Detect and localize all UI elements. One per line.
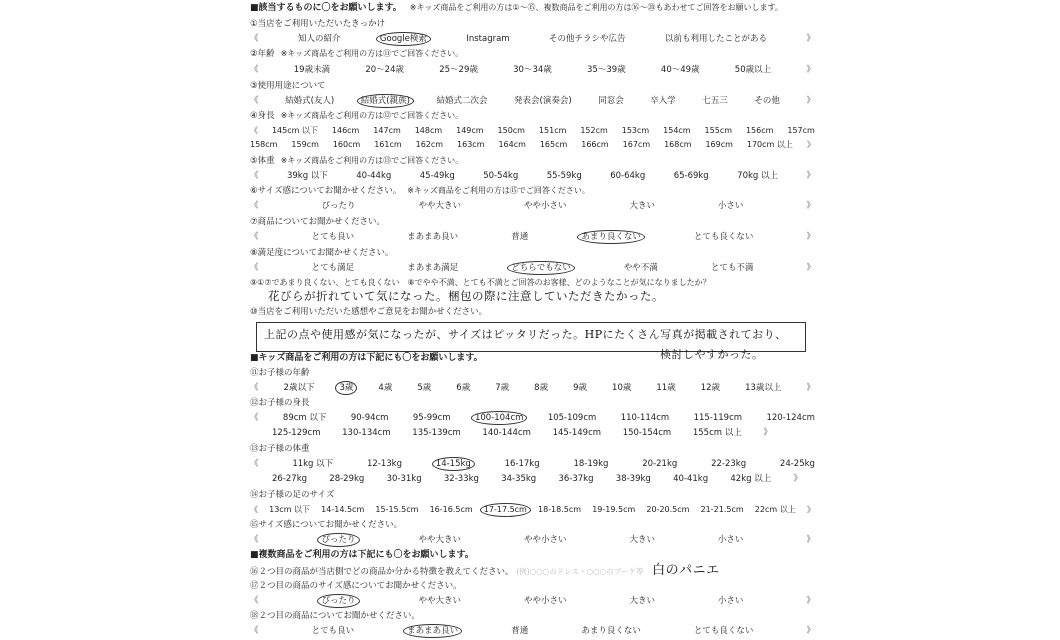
bracket-close: 》 [806,201,815,211]
q4-option[interactable]: 151cm [538,126,567,135]
q5-option[interactable]: 50-54kg [483,171,519,181]
q12-label: ⑫お子様の身長 [250,398,310,408]
q12-option[interactable]: 95-99cm [412,413,451,423]
q12-option[interactable]: 90-94cm [350,413,389,423]
q15-option[interactable]: やや大きい [418,535,461,545]
q2-option[interactable]: 35～39歳 [587,65,626,75]
q14-option[interactable]: 20-20.5cm [646,505,690,514]
q4-option[interactable]: 170cm 以上 [746,140,793,149]
q4-options-row1 [250,125,815,137]
q14-option[interactable]: 13cm 以下 [269,505,311,514]
bracket-close: 》 [806,96,815,106]
q17-option[interactable]: 大きい [629,596,655,606]
q4-options-row2 [250,139,815,151]
q12-options-row1 [250,412,815,424]
q4-option[interactable]: 158cm [250,140,278,149]
q13-option[interactable]: 20-21kg [642,459,678,469]
q13-option[interactable]: 42kg 以上 [730,474,772,484]
section-3-title: ■複数商品をご利用の方は下記にも〇をお願いします。 [250,550,474,560]
q11-option-circled[interactable]: 3歳 [335,381,357,395]
q4-option[interactable]: 160cm [332,140,361,149]
q14-option[interactable]: 16-16.5cm [429,505,473,514]
q12-option[interactable]: 89cm 以下 [282,413,327,423]
q13-option[interactable]: 34-35kg [501,474,537,484]
q4-option[interactable]: 164cm [498,140,526,149]
q12-options-row2 [272,427,772,439]
q1-option[interactable]: Instagram [466,34,510,44]
q17-option[interactable]: やや大きい [418,596,461,606]
q3-option[interactable]: 結婚式(友人) [285,96,335,106]
q16-row [250,565,720,578]
q15-option-circled[interactable]: ぴったり [317,533,359,547]
q4-option[interactable]: 167cm [622,140,651,149]
bracket-open: 《 [250,459,259,469]
q14-option[interactable]: 21-21.5cm [700,505,744,514]
q5-option[interactable]: 40-44kg [356,171,392,181]
q3-option[interactable]: 卒入学 [650,96,676,106]
q15-options [250,534,815,546]
q11-label: ⑪お子様の年齢 [250,368,310,378]
q1-option[interactable]: その他チラシや広告 [549,34,626,44]
q5-option[interactable]: 60-64kg [610,171,646,181]
q4-option[interactable]: 148cm [414,126,443,135]
q3-option[interactable]: 発表会(演奏会) [514,96,572,106]
q13-option[interactable]: 32-33kg [443,474,479,484]
bracket-close: 》 [806,626,815,636]
bracket-close: 》 [806,232,815,242]
q4-option[interactable]: 166cm [581,140,609,149]
q13-option[interactable]: 22-23kg [711,459,747,469]
q4-option[interactable]: 159cm [291,140,319,149]
q5-option[interactable]: 39kg 以下 [286,171,328,181]
q4-option[interactable]: 155cm [704,126,733,135]
q13-option[interactable]: 36-37kg [558,474,594,484]
q8-option[interactable]: とても不満 [710,263,754,273]
bracket-open: 《 [250,626,259,636]
q8-options [250,262,815,274]
bracket-open: 《 [250,413,259,423]
q13-option[interactable]: 28-29kg [329,474,365,484]
q12-option-circled[interactable]: 100-104cm [471,411,527,425]
q5-option[interactable]: 65-69kg [673,171,709,181]
q15-label: ⑮サイズ感についてお聞かせください。 [250,520,403,530]
q15-option[interactable]: 小さい [717,535,744,545]
q17-label: ⑰２つ目の商品のサイズ感についてお聞かせください。 [250,581,462,591]
bracket-close: 》 [806,505,815,514]
q4-option[interactable]: 145cm 以下 [271,126,318,135]
q18-label: ⑱２つ目の商品についてお聞かせください。 [250,611,420,621]
q2-option[interactable]: 40～49歳 [660,65,700,75]
q11-options [250,382,815,394]
q11-option[interactable]: 7歳 [495,383,510,393]
q1-options [250,33,815,45]
q5-option[interactable]: 55-59kg [546,171,582,181]
q14-option[interactable]: 15-15.5cm [375,505,419,514]
q4-note: ※キッズ商品をご利用の方は⑫でご回答ください。 [280,111,464,120]
q7-option-circled[interactable]: あまり良くない [577,230,645,244]
bracket-close: 》 [806,65,815,75]
q7-label: ⑦商品についてお聞かせください。 [250,217,385,227]
q18-options [250,625,815,637]
q3-option-circled[interactable]: 結婚式(親族) [357,94,414,108]
bracket-open: 《 [250,232,259,242]
q11-option[interactable]: 9歳 [573,383,588,393]
q4-option[interactable]: 163cm [457,140,485,149]
q14-option[interactable]: 19-19.5cm [592,505,636,514]
q2-note: ※キッズ商品をご利用の方は⑪でご回答ください。 [280,49,464,58]
q12-option[interactable]: 150-154cm [622,428,672,438]
q5-option[interactable]: 45-49kg [419,171,455,181]
q13-option[interactable]: 11kg 以下 [292,459,334,469]
bracket-open: 《 [250,505,258,514]
q2-option[interactable]: 50歳以上 [734,65,772,75]
q4-option[interactable]: 150cm [497,126,525,135]
q12-option[interactable]: 120-124cm [766,413,815,423]
q6-note: ※キッズ商品をご利用の方は⑮でご回答ください。 [407,186,590,195]
q7-option[interactable]: まあまあ良い [407,232,459,242]
q11-option[interactable]: 4歳 [378,383,393,393]
q13-option[interactable]: 16-17kg [504,459,540,469]
q1-option-circled[interactable]: Google検索 [376,32,431,46]
q5-option[interactable]: 70kg 以上 [737,171,779,181]
q8-label: ⑧満足度についてお聞かせください。 [250,248,394,258]
q11-option[interactable]: 13歳以上 [745,383,782,393]
q13-option[interactable]: 24-25kg [779,459,815,469]
q7-option[interactable]: とても良い [311,232,355,242]
bracket-close: 》 [806,383,815,393]
q17-option[interactable]: やや小さい [523,596,567,606]
bracket-close: 》 [806,34,815,44]
q6-option[interactable]: やや大きい [418,201,461,211]
bracket-close: 》 [806,535,815,545]
section-2-title: ■キッズ商品をご利用の方は下記にも〇をお願いします。 [250,353,483,363]
q13-options-row2 [272,473,802,485]
q11-option[interactable]: 5歳 [417,383,432,393]
bracket-close: 》 [806,263,815,273]
survey-sheet [250,0,820,640]
q4-option[interactable]: 146cm [331,126,360,135]
q9-label: ⑨①⑦であまり良くない、とても良くない ⑧でやや不満、とても不満とご回答のお客様、どのようなことが気になりましたか？ [250,278,711,287]
q4-option[interactable]: 165cm [539,140,568,149]
section-1-note: ※キッズ商品をご利用の方は①～⑮、複数商品をご利用の方は⑯～⑳もあわせてご回答をお願いします。 [409,3,783,12]
q14-option[interactable]: 14-14.5cm [321,505,365,514]
q12-option[interactable]: 130-134cm [342,428,391,438]
q2-option[interactable]: 19歳未満 [293,65,331,75]
bracket-open: 《 [250,34,259,44]
q4-option[interactable]: 147cm [373,126,401,135]
q8-option-circled[interactable]: どちらでもない [507,261,574,275]
bracket-close: 》 [806,596,815,606]
q18-option[interactable]: とても良くない [693,626,754,636]
q16-handwritten-answer[interactable]: 白のパニエ [652,563,720,578]
q15-option[interactable]: やや小さい [523,535,567,545]
q1-option[interactable]: 以前も利用したことがある [664,34,767,44]
q6-options [250,200,815,212]
q5-note: ※キッズ商品をご利用の方は⑬でご回答ください。 [280,156,464,165]
q6-label [250,185,590,197]
q13-options-row1 [250,458,815,470]
bracket-close: 》 [806,171,815,181]
q9-handwritten-answer[interactable]: 花びらが折れていて気になった。梱包の際に注意していただきたかった。 [268,289,664,303]
q11-option[interactable]: 12歳 [700,383,721,393]
q3-label: ③使用用途について [250,81,326,91]
q14-options [250,504,815,516]
q4-option[interactable]: 149cm [456,126,484,135]
q1-option[interactable]: 知人の紹介 [297,34,341,44]
q7-option[interactable]: 普通 [511,232,529,242]
q1-label: ①当店をご利用いただいたきっかけ [250,19,386,29]
q5-label [250,155,463,167]
q11-option[interactable]: 2歳以下 [283,383,315,393]
bracket-open: 《 [250,263,259,273]
q2-options [250,64,815,76]
section-1-title: ■該当するものに〇をお願いします。 [250,3,402,13]
q16-label: ⑯２つ目の商品が当店側でどの商品か分かる特徴を教えてください。 [250,567,514,577]
q12-option[interactable]: 145-149cm [552,428,602,438]
q12-option[interactable]: 105-109cm [547,413,597,423]
q12-option[interactable]: 140-144cm [482,428,531,438]
q5-label-text: ⑤体重 [250,156,275,166]
q4-label [250,110,463,122]
q18-option[interactable]: とても良い [311,626,355,636]
q6-option[interactable]: 大きい [629,201,655,211]
bracket-open: 《 [250,65,259,75]
q3-option[interactable]: 七五三 [702,96,728,106]
q4-option[interactable]: 152cm [580,126,608,135]
section-1-header [250,2,783,14]
q8-option[interactable]: やや不満 [623,263,658,273]
q14-option[interactable]: 22cm 以上 [754,505,796,514]
bracket-close: 》 [793,474,802,484]
q13-option[interactable]: 30-31kg [386,474,422,484]
q4-option[interactable]: 162cm [415,140,444,149]
q2-option[interactable]: 30～34歳 [513,65,552,75]
q6-option[interactable]: ぴったり [321,201,356,211]
q2-label-text: ②年齢 [250,49,275,59]
q14-option[interactable]: 18-18.5cm [537,505,582,514]
bracket-open: 《 [250,96,259,106]
bracket-open: 《 [250,596,259,606]
q11-option[interactable]: 10歳 [612,383,632,393]
q7-options [250,231,815,243]
q13-option-circled[interactable]: 14-15kg [432,457,475,471]
q12-option[interactable]: 135-139cm [412,428,461,438]
q14-label: ⑭お子様の足のサイズ [250,490,335,500]
bracket-open: 《 [250,126,258,135]
q18-option[interactable]: あまり良くない [581,626,641,636]
q13-option[interactable]: 12-13kg [366,459,402,469]
q10-handwritten-answer-line1: 上記の点や使用感が気になったが、サイズはピッタリだった。HPにたくさん写真が掲載されており、 [264,328,787,341]
bracket-open: 《 [250,383,259,393]
bracket-open: 《 [250,535,259,545]
q3-options [250,95,815,107]
q15-option[interactable]: 大きい [629,535,655,545]
q10-label: ⑩当店をご利用いただいた感想やご意見をお聞かせください。 [250,307,488,317]
bracket-close: 》 [763,428,772,438]
q17-option[interactable]: 小さい [717,596,744,606]
q13-label: ⑬お子様の体重 [250,444,310,454]
q12-option[interactable]: 155cm 以上 [692,428,742,438]
q4-option[interactable]: 161cm [374,140,402,149]
q4-label-text: ④身長 [250,111,275,121]
q11-option[interactable]: 8歳 [534,383,549,393]
q3-option[interactable]: 同窓会 [598,96,624,106]
q4-option[interactable]: 156cm [745,126,774,135]
q13-option[interactable]: 18-19kg [573,459,609,469]
q17-option-circled[interactable]: ぴったり [317,594,359,608]
q2-label [250,48,463,60]
q6-label-text: ⑥サイズ感についてお聞かせください。 [250,186,402,196]
q13-option[interactable]: 26-27kg [272,474,308,484]
q4-option[interactable]: 153cm [621,126,650,135]
q16-example-text: (例)○○○のドレス・○○○のブーケ等 [516,567,644,576]
q2-option[interactable]: 25～29歳 [439,65,478,75]
q4-option[interactable]: 154cm [663,126,691,135]
q6-option[interactable]: 小さい [717,201,744,211]
q13-option[interactable]: 40-41kg [673,474,709,484]
q12-option[interactable]: 115-119cm [693,413,743,423]
q7-option[interactable]: とても良くない [693,232,754,242]
q11-option[interactable]: 11歳 [656,383,676,393]
q12-option[interactable]: 110-114cm [620,413,670,423]
q10-handwritten-answer-line2: 検討しやすかった。 [660,348,764,361]
q11-option[interactable]: 6歳 [456,383,471,393]
q5-options [250,170,815,182]
q18-option-circled[interactable]: まあまあ良い [403,624,462,638]
q3-option[interactable]: 結婚式二次会 [436,96,488,106]
q4-option[interactable]: 169cm [705,140,733,149]
q8-option[interactable]: とても満足 [311,263,355,273]
q4-option[interactable]: 157cm [787,126,815,135]
q18-option[interactable]: 普通 [511,626,529,636]
q4-option[interactable]: 168cm [664,140,692,149]
q12-option[interactable]: 125-129cm [272,428,321,438]
q14-option-circled[interactable]: 17-17.5cm [480,503,531,517]
q2-option[interactable]: 20～24歳 [365,65,404,75]
q8-option[interactable]: まあまあ満足 [407,263,459,273]
q13-option[interactable]: 38-39kg [615,474,651,484]
q6-option[interactable]: やや小さい [523,201,567,211]
q17-options [250,595,815,607]
bracket-open: 《 [250,171,259,181]
bracket-close: 》 [806,140,815,149]
q3-option[interactable]: その他 [754,96,780,106]
bracket-open: 《 [250,201,259,211]
